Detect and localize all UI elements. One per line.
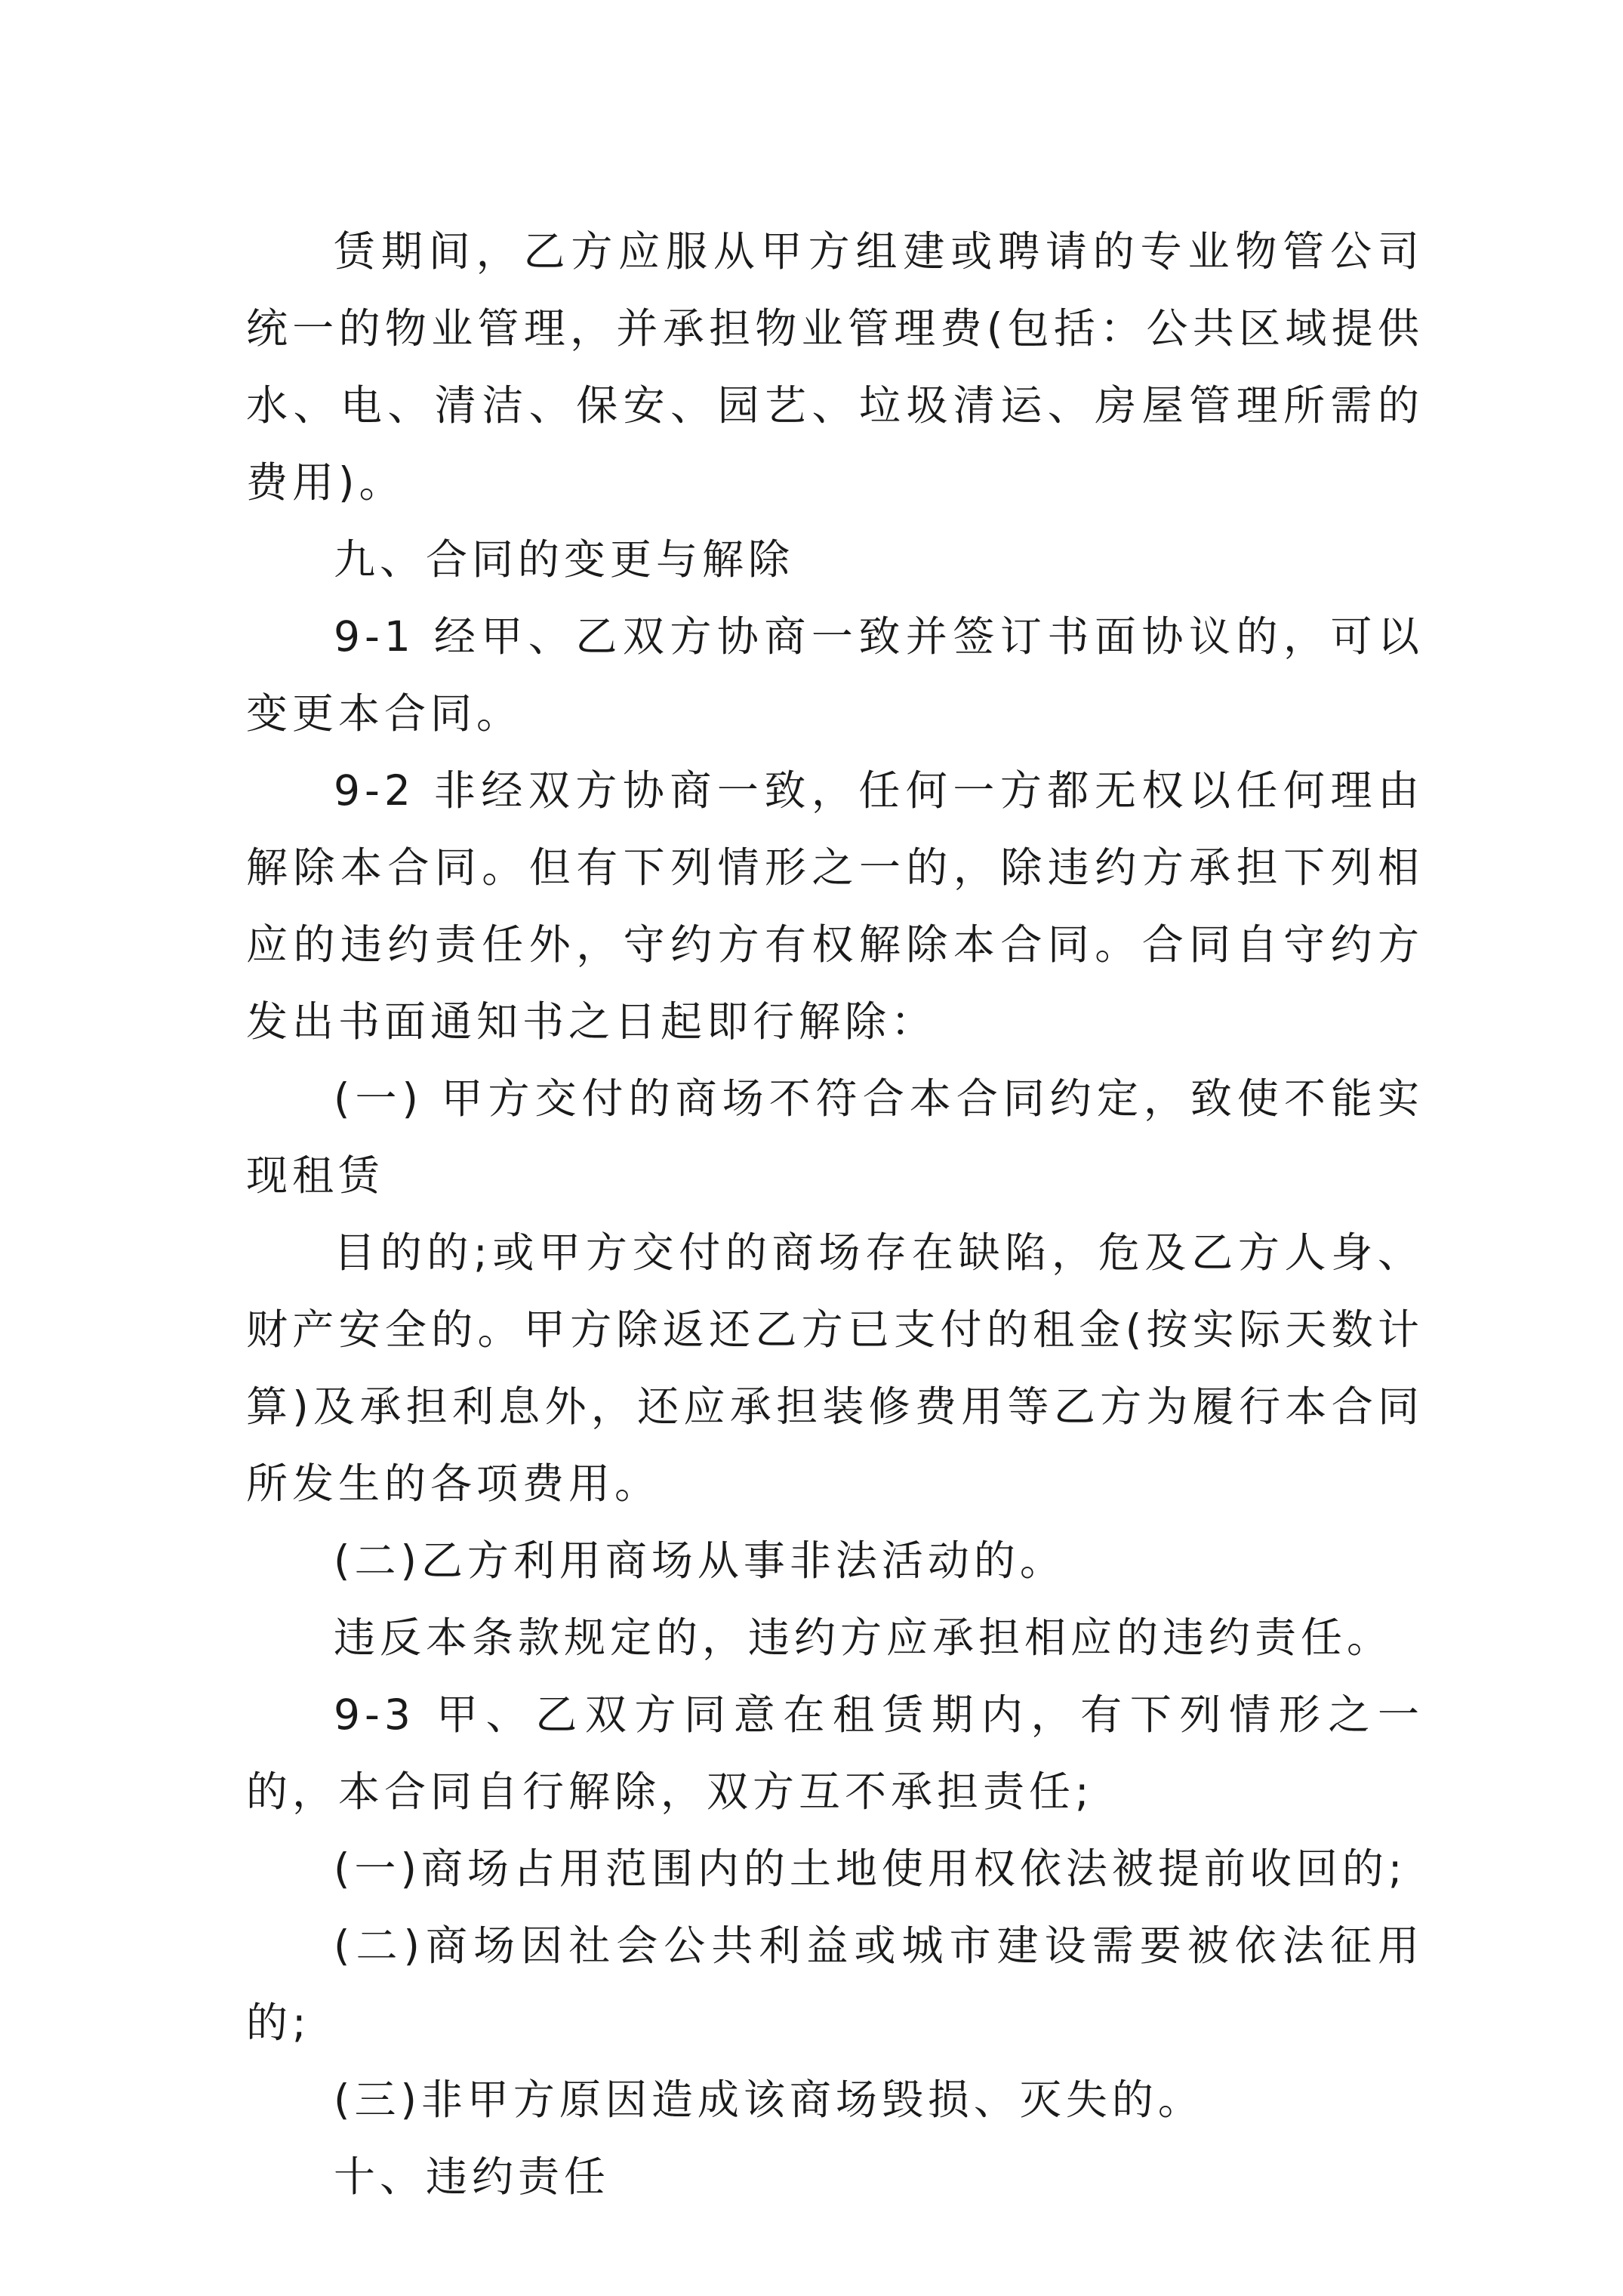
clause-9-3: 9-3 甲、乙双方同意在租赁期内，有下列情形之一的，本合同自行解除，双方互不承担责任; xyxy=(246,1690,1424,1816)
clause-9-2-item-1-continued: 目的的;或甲方交付的商场存在缺陷，危及乙方人身、财产安全的。甲方除返还乙方已支付的租金(按实际天数计算)及承担利息外，还应承担装修费用等乙方为履行本合同所发生的各项费用。 xyxy=(246,1228,1424,1508)
clause-9-3-item-1: (一)商场占用范围内的土地使用权依法被提前收回的; xyxy=(334,1845,1407,1893)
section-heading-breach-liability: 十、违约责任 xyxy=(334,2153,611,2201)
clause-9-2: 9-2 非经双方协商一致，任何一方都无权以任何理由解除本合同。但有下列情形之一的，除违约方承担下列相应的违约责任外，守约方有权解除本合同。合同自守约方发出书面通知书之日起即行解除： xyxy=(246,766,1424,1046)
section-heading-contract-change: 九、合同的变更与解除 xyxy=(334,535,795,584)
clause-9-2-item-1: (一) 甲方交付的商场不符合本合同约定，致使不能实现租赁 xyxy=(246,1074,1424,1200)
paragraph-property-management: 赁期间，乙方应服从甲方组建或聘请的专业物管公司统一的物业管理，并承担物业管理费(包括：公共区域提供水、电、清洁、保安、园艺、垃圾清运、房屋管理所需的费用)。 xyxy=(246,227,1424,507)
clause-9-3-item-2: (二)商场因社会公共利益或城市建设需要被依法征用的; xyxy=(246,1922,1424,2047)
clause-9-3-item-3: (三)非甲方原因造成该商场毁损、灭失的。 xyxy=(334,2076,1204,2124)
document-body xyxy=(246,213,1424,2215)
clause-9-1: 9-1 经甲、乙双方协商一致并签订书面协议的，可以变更本合同。 xyxy=(246,612,1424,738)
clause-9-2-item-2: (二)乙方利用商场从事非法活动的。 xyxy=(334,1536,1066,1585)
clause-9-2-liability: 违反本条款规定的，违约方应承担相应的违约责任。 xyxy=(334,1613,1394,1662)
